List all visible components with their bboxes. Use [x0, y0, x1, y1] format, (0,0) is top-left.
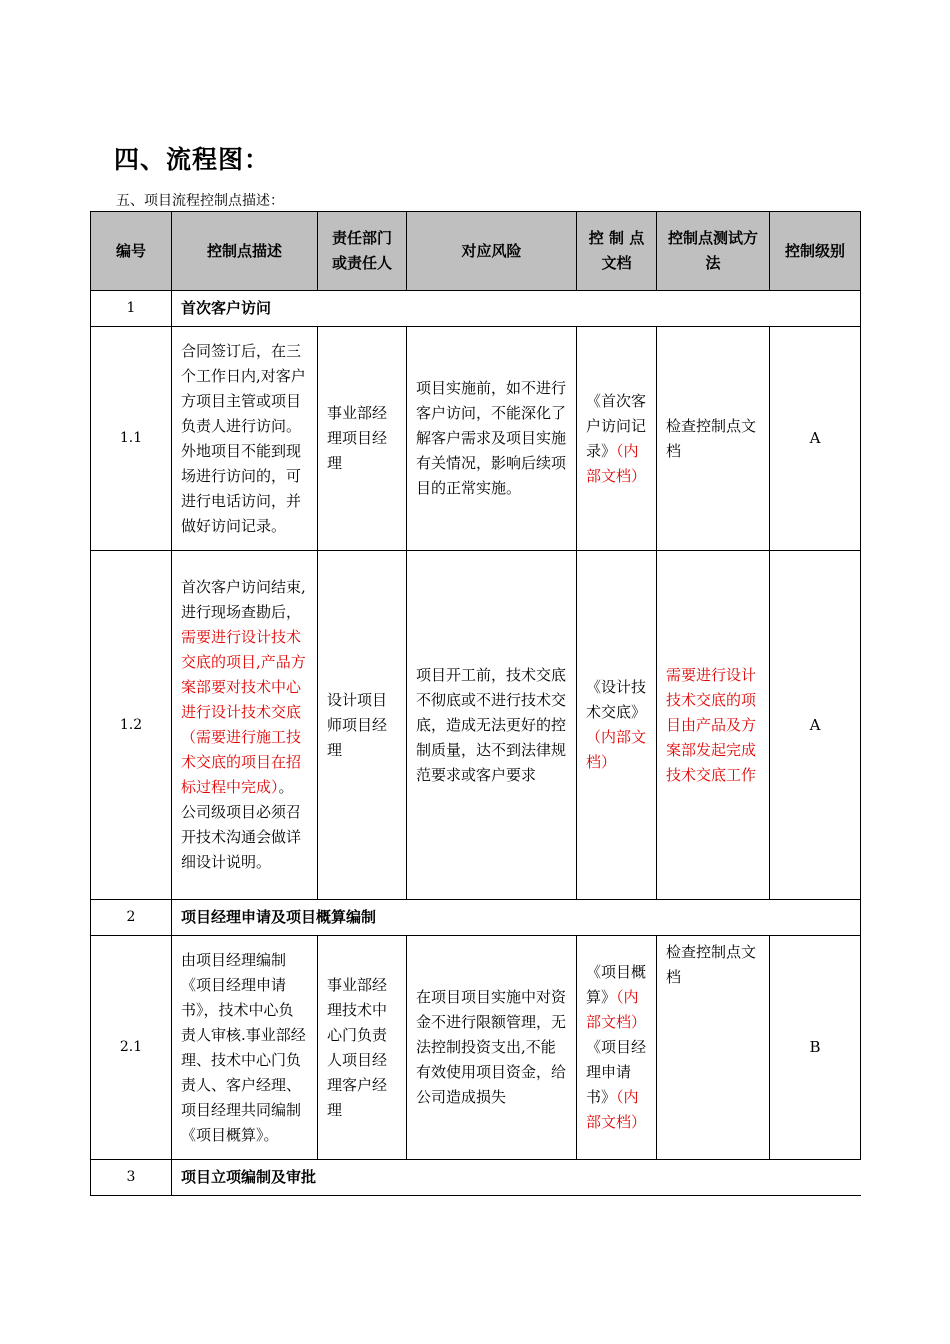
- section-number: 1: [91, 291, 172, 327]
- header-owner: 责任部门或责任人: [318, 212, 407, 291]
- row-risk: 在项目项目实施中对资金不进行限额管理，无法控制投资支出,不能有效使用项目资金，给公司造成损失: [407, 936, 577, 1160]
- table-row: [91, 327, 861, 551]
- header-doc: 控 制 点文档: [577, 212, 657, 291]
- row-level: A: [770, 327, 861, 551]
- row-document: 《项目概算》（内部文档）《项目经理申请书》（内部文档）: [577, 936, 657, 1160]
- row-test-method: 检查控制点文档: [657, 936, 770, 1160]
- row-test-method: 需要进行设计技术交底的项目由产品及方案部发起完成技术交底工作: [657, 551, 770, 900]
- row-number: 1.2: [91, 551, 172, 900]
- table-caption: 五、项目流程控制点描述：: [116, 193, 284, 209]
- header-num: 编号: [91, 212, 172, 291]
- header-level: 控制级别: [770, 212, 861, 291]
- row-document: 《设计技术交底》（内部文档）: [577, 551, 657, 900]
- row-number: 1.1: [91, 327, 172, 551]
- row-owner: 事业部经理项目经理: [318, 327, 407, 551]
- row-number: 2.1: [91, 936, 172, 1160]
- row-risk: 项目实施前，如不进行客户访问，不能深化了解客户需求及项目实施有关情况，影响后续项目的正常实施。: [407, 327, 577, 551]
- row-level: A: [770, 551, 861, 900]
- row-document: 《首次客户访问记录》（内部文档）: [577, 327, 657, 551]
- section-title: 项目立项编制及审批: [172, 1160, 861, 1196]
- section-title: 首次客户访问: [172, 291, 861, 327]
- section-number: 3: [91, 1160, 172, 1196]
- section-title: 项目经理申请及项目概算编制: [172, 900, 861, 936]
- control-point-table: [90, 211, 861, 1196]
- section-row: [91, 900, 861, 936]
- section-row: [91, 291, 861, 327]
- row-description: 首次客户访问结束,进行现场查勘后，需要进行设计技术交底的项目,产品方案部要对技术中心进行设计技术交底（需要进行施工技术交底的项目在招标过程中完成）。公司级项目必须召开技术沟通会做详细设计说明。: [172, 551, 318, 900]
- row-owner: 设计项目师项目经理: [318, 551, 407, 900]
- row-owner: 事业部经理技术中心门负责人项目经理客户经理: [318, 936, 407, 1160]
- section-number: 2: [91, 900, 172, 936]
- row-risk: 项目开工前，技术交底不彻底或不进行技术交底，造成无法更好的控制质量，达不到法律规范要求或客户要求: [407, 551, 577, 900]
- row-test-method: 检查控制点文档: [657, 327, 770, 551]
- section-row: [91, 1160, 861, 1196]
- table-row: [91, 936, 861, 1160]
- table-row: [91, 551, 861, 900]
- header-risk: 对应风险: [407, 212, 577, 291]
- row-description: 由项目经理编制《项目经理申请书》，技术中心负责人审核.事业部经理、技术中心门负责人、客户经理、项目经理共同编制《项目概算》。: [172, 936, 318, 1160]
- table-header-row: [91, 212, 861, 291]
- header-desc: 控制点描述: [172, 212, 318, 291]
- page-heading: 四、流程图：: [114, 145, 271, 174]
- row-description: 合同签订后，在三个工作日内,对客户方项目主管或项目负责人进行访问。外地项目不能到现场进行访问的，可进行电话访问，并做好访问记录。: [172, 327, 318, 551]
- header-method: 控制点测试方法: [657, 212, 770, 291]
- row-level: B: [770, 936, 861, 1160]
